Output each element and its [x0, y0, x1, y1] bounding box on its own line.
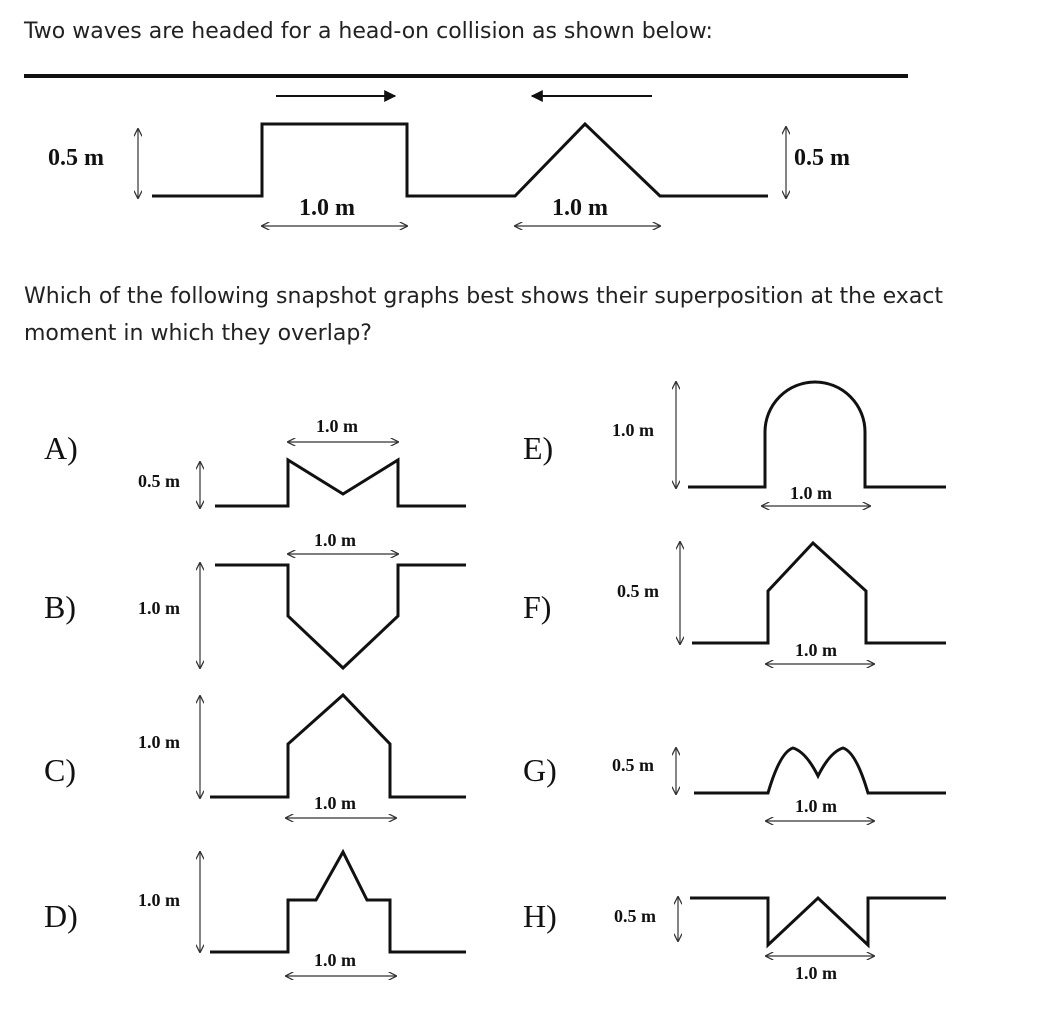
- option-e-waveform: [688, 382, 946, 487]
- option-a-letter: A): [44, 430, 78, 466]
- option-c-letter: C): [44, 752, 76, 788]
- option-e-height-label: 1.0 m: [612, 420, 654, 440]
- option-c-waveform: [210, 695, 466, 797]
- option-c-height-label: 1.0 m: [138, 732, 180, 752]
- option-a-width-label: 1.0 m: [316, 416, 358, 436]
- option-f[interactable]: [523, 542, 946, 664]
- option-b-height-label: 1.0 m: [138, 598, 180, 618]
- option-f-width-label: 1.0 m: [795, 640, 837, 660]
- option-a-waveform: [215, 460, 466, 506]
- incoming-waves-shape: [152, 124, 768, 196]
- option-d-waveform: [210, 852, 466, 952]
- right-height-label: 0.5 m: [794, 145, 850, 171]
- option-d-letter: D): [44, 898, 78, 934]
- option-a-height-label: 0.5 m: [138, 471, 180, 491]
- option-f-height-label: 0.5 m: [617, 581, 659, 601]
- option-f-waveform: [692, 543, 946, 643]
- option-b-waveform: [215, 565, 466, 668]
- option-b[interactable]: [44, 530, 466, 668]
- option-d-width-label: 1.0 m: [314, 950, 356, 970]
- option-c-width-label: 1.0 m: [314, 793, 356, 813]
- option-g-width-label: 1.0 m: [795, 796, 837, 816]
- option-g-waveform: [694, 748, 946, 793]
- option-b-width-label: 1.0 m: [314, 530, 356, 550]
- option-a[interactable]: [44, 416, 466, 508]
- option-g[interactable]: [523, 748, 946, 821]
- left-height-label: 0.5 m: [48, 145, 104, 171]
- option-c[interactable]: [44, 695, 466, 818]
- option-g-height-label: 0.5 m: [612, 755, 654, 775]
- question-intro: Two waves are headed for a head-on collision as shown below:: [24, 19, 713, 44]
- triangle-width-label: 1.0 m: [552, 195, 608, 221]
- option-h-waveform: [690, 898, 946, 945]
- option-h[interactable]: [523, 897, 946, 983]
- square-width-label: 1.0 m: [299, 195, 355, 221]
- option-h-width-label: 1.0 m: [795, 963, 837, 983]
- option-d-height-label: 1.0 m: [138, 890, 180, 910]
- option-h-height-label: 0.5 m: [614, 906, 656, 926]
- option-d[interactable]: [44, 852, 466, 976]
- option-f-letter: F): [523, 589, 552, 625]
- option-h-letter: H): [523, 898, 557, 934]
- option-b-letter: B): [44, 589, 76, 625]
- option-g-letter: G): [523, 752, 557, 788]
- question-prompt: Which of the following snapshot graphs best shows their superposition at the exact moment in which they overlap?: [24, 284, 944, 346]
- option-e[interactable]: [523, 382, 946, 506]
- top-diagram: [24, 76, 908, 226]
- option-e-width-label: 1.0 m: [790, 483, 832, 503]
- option-e-letter: E): [523, 430, 554, 466]
